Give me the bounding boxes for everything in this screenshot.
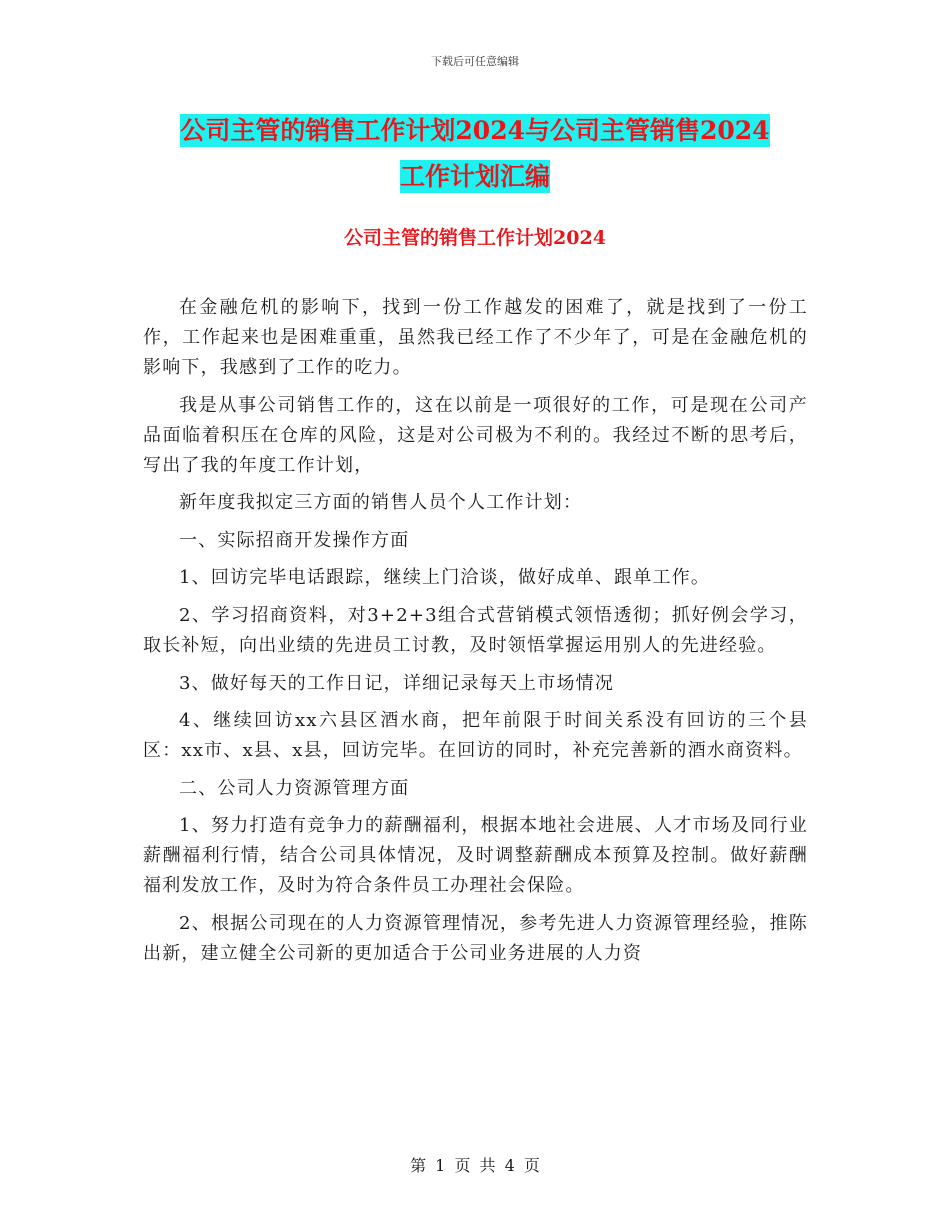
list-item: 4、继续回访xx六县区酒水商，把年前限于时间关系没有回访的三个县区：xx市、x县、x县，回访完毕。在回访的同时，补充完善新的酒水商资料。 — [143, 710, 808, 762]
paragraph: 在金融危机的影响下，找到一份工作越发的困难了，就是找到了一份工作，工作起来也是困难重重，虽然我已经工作了不少年了，可是在金融危机的影响下，我感到了工作的吃力。 — [143, 297, 808, 378]
list-item: 3、做好每天的工作日记，详细记录每天上市场情况 — [179, 672, 615, 694]
paragraph: 我是从事公司销售工作的，这在以前是一项很好的工作，可是现在公司产品面临着积压在仓库的风险，这是对公司极为不利的。我经过不断的思考后，写出了我的年度工作计划， — [143, 394, 808, 476]
paragraph: 新年度我拟定三方面的销售人员个人工作计划： — [179, 492, 583, 514]
section-title: 公司主管的销售工作计划2024 — [344, 227, 606, 249]
document-body — [143, 293, 808, 977]
list-item: 1、努力打造有竞争力的薪酬福利，根据本地社会进展、人才市场及同行业薪酬福利行情，结合公司具体情况，及时调整薪酬成本预算及控制。做好薪酬福利发放工作，及时为符合条件员工办理社会保险。 — [143, 815, 808, 897]
document-title-line1: 公司主管的销售工作计划2024与公司主管销售2024 — [180, 116, 770, 145]
header-note: 下载后可任意编辑 — [431, 55, 519, 68]
section-heading: 一、实际招商开发操作方面 — [179, 529, 410, 551]
list-item: 2、学习招商资料，对3+2+3组合式营销模式领悟透彻；抓好例会学习，取长补短，向出业绩的先进员工讨教，及时领悟掌握运用别人的先进经验。 — [143, 604, 808, 656]
document-title-line2: 工作计划汇编 — [399, 162, 550, 191]
page-indicator: 第 1 页 共 4 页 — [410, 1156, 540, 1175]
section-heading: 二、公司人力资源管理方面 — [179, 777, 410, 799]
list-item: 2、根据公司现在的人力资源管理情况，参考先进人力资源管理经验，推陈出新，建立健全公司新的更加适合于公司业务进展的人力资 — [143, 912, 808, 964]
list-item: 1、回访完毕电话跟踪，继续上门洽谈，做好成单、跟单工作。 — [179, 567, 711, 589]
document-title — [140, 108, 810, 200]
